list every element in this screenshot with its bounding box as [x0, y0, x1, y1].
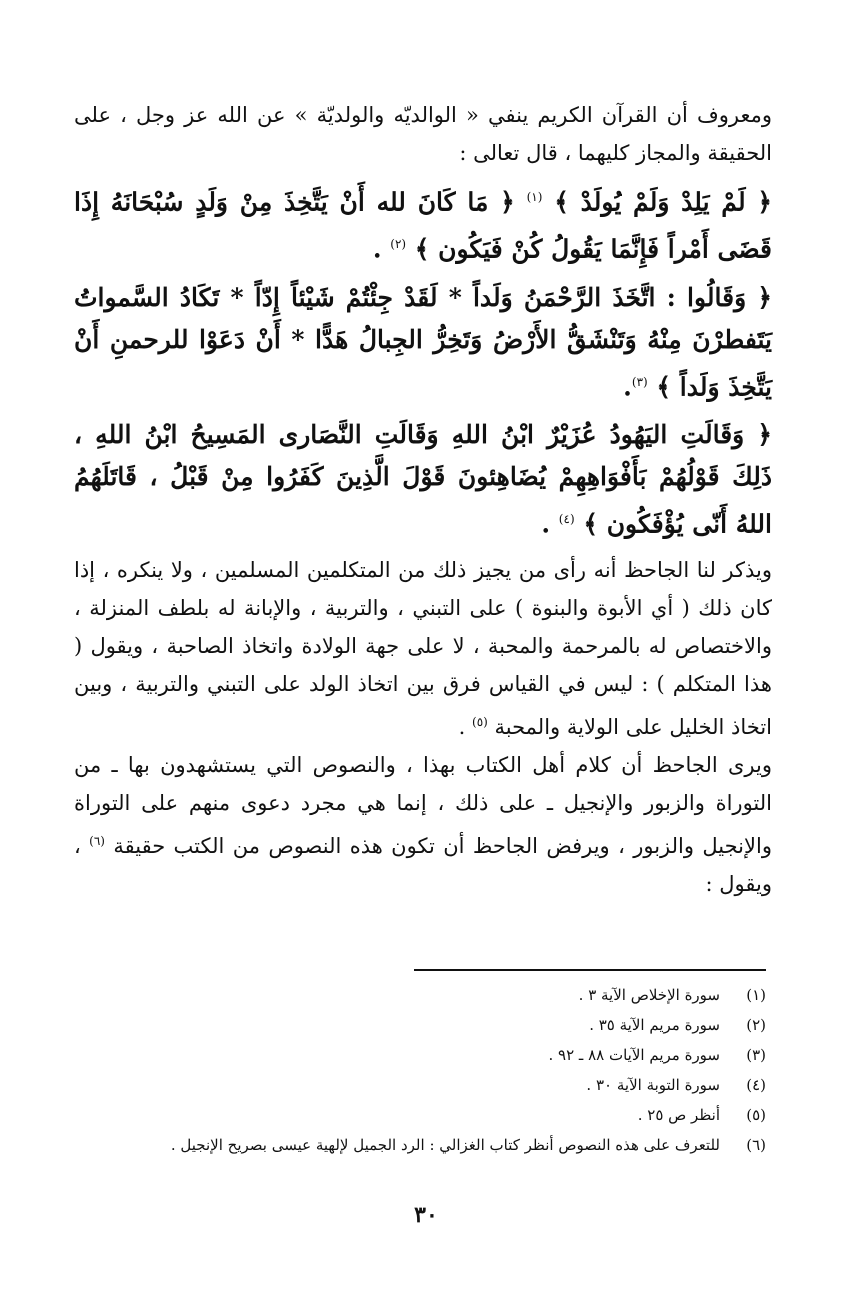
quran-verse-maryam: ﴿ مَا كَانَ لله أَنْ يَتَّخِذَ مِنْ وَلَدٍ سُبْحَانَهُ إِذَا قَضَى أَمْراً فَإِنَّمَا يَقُولُ كُنْ فَيَكُون ﴾: [74, 187, 772, 264]
footnote-text: أنظر ص ٢٥ .: [637, 1106, 720, 1124]
footnote-number: (٤): [746, 1076, 766, 1094]
footnote-ref-1[interactable]: (١): [526, 190, 543, 204]
paragraph-intro: [74, 96, 772, 172]
footnote-ref-2[interactable]: (٢): [390, 237, 407, 252]
footnote-item: [100, 980, 766, 1010]
page-body: [74, 96, 772, 903]
quran-quote-3: ﴿ وَقَالَتِ اليَهُودُ عُزَيْرٌ ابْنُ اللهِ وَقَالَتِ النَّصَارى المَسِيحُ ابْنُ اللهِ ، ذَلِكَ قَوْلُهُمْ بَأَفْوَاهِهِمْ يُضَاهِئونَ قَوْلَ الَّذِينَ كَفَرُوا مِنْ قَبْلُ ، قَاتَلَهُمُ اللهُ أَنّى يُؤْفَكُون ﴾ $^{(٤)}$ .: [74, 419, 773, 539]
footnote-text: سورة التوبة الآية ٣٠ .: [586, 1076, 720, 1094]
footnote-item: [100, 1130, 766, 1160]
footnote-number: (٣): [746, 1046, 766, 1064]
footnote-ref-3[interactable]: (٣): [631, 374, 648, 389]
footnote-text: سورة الإخلاص الآية ٣ .: [578, 986, 720, 1004]
paragraph-jahiz-2-text: ويرى الجاحظ أن كلام أهل الكتاب بهذا ، والنصوص التي يستشهدون بها ـ من التوراة والزبور والإنجيل ـ على ذلك ، إنما هي مجرد دعوى منهم على التوراة والإنجيل والزبور ، ويرفض الجاحظ أن تكون هذه النصوص من الكتب حقيقة: [74, 753, 772, 859]
footnotes: [100, 980, 766, 1160]
footnote-ref-5[interactable]: (٥): [472, 715, 488, 730]
quran-quote-1: ﴿ لَمْ يَلِدْ وَلَمْ يُولَدْ ﴾ $^{(١)}$ ﴿ مَا كَانَ لله أَنْ يَتَّخِذَ مِنْ وَلَدٍ سُبْحَانَهُ إِذَا قَضَى أَمْراً فَإِنَّمَا يَقُولُ كُنْ فَيَكُون ﴾ $^{(٢)}$ .: [74, 187, 772, 264]
footnote-number: (٥): [746, 1106, 766, 1124]
footnote-item: [100, 1010, 766, 1040]
footnote-number: (١): [746, 986, 766, 1004]
page-number: ٣٠: [414, 1202, 438, 1228]
footnote-number: (٦): [746, 1136, 766, 1154]
footnote-item: [100, 1100, 766, 1130]
quran-verse-maryam-88: ﴿ وَقَالُوا : اتَّخَذَ الرَّحْمَنُ وَلَداً * لَقَدْ جِئْتُمْ شَيْئاً إِدّاً * تَكَادُ السَّمواتُ يَتَفطرْنَ مِنْهُ وَتَنْشَقُّ الأَرْضُ وَتَخِرُّ الجِبالُ هَدًّا * أَنْ دَعَوْا للرحمنِ أَنْ يَتَّخِذَ وَلَداً ﴾: [74, 282, 772, 401]
footnote-divider: [414, 969, 766, 971]
footnote-ref-4[interactable]: (٤): [558, 511, 575, 526]
quran-verse-ikhlas: ﴿ لَمْ يَلِدْ وَلَمْ يُولَدْ ﴾: [554, 187, 772, 217]
footnote-item: [100, 1040, 766, 1070]
footnote-text: سورة مريم الآيات ٨٨ ـ ٩٢ .: [548, 1046, 720, 1064]
paragraph-jahiz-2-tail: ، ويقول :: [74, 834, 772, 897]
paragraph-jahiz-1-text: ويذكر لنا الجاحظ أنه رأى من يجيز ذلك من المتكلمين المسلمين ، ولا ينكره ، إذا كان ذلك ( أي الأبوة والبنوة ) على التبني ، والتربية ، والإبانة له بلطف المنزلة ، والاختصاص له بالمرحمة والمحبة ، لا على جهة الولادة واتخاذ الصاحبة ، ويقول ( هذا المتكلم ) : ليس في القياس فرق بين اتخاذ الولد على التبني والتربية ، وبين اتخاذ الخليل على الولاية والمحبة: [74, 558, 772, 740]
footnote-ref-6[interactable]: (٦): [89, 834, 105, 849]
quran-quote-2: ﴿ وَقَالُوا : اتَّخَذَ الرَّحْمَنُ وَلَداً * لَقَدْ جِئْتُمْ شَيْئاً إِدّاً * تَكَادُ السَّمواتُ يَتَفطرْنَ مِنْهُ وَتَنْشَقُّ الأَرْضُ وَتَخِرُّ الجِبالُ هَدًّا * أَنْ دَعَوْا للرحمنِ أَنْ يَتَّخِذَ وَلَداً ﴾ $^{(٣)}$.: [74, 282, 772, 401]
quran-verse-tawba: ﴿ وَقَالَتِ اليَهُودُ عُزَيْرٌ ابْنُ اللهِ وَقَالَتِ النَّصَارى المَسِيحُ ابْنُ اللهِ ، ذَلِكَ قَوْلُهُمْ بَأَفْوَاهِهِمْ يُضَاهِئونَ قَوْلَ الَّذِينَ كَفَرُوا مِنْ قَبْلُ ، قَاتَلَهُمُ اللهُ أَنّى يُؤْفَكُون ﴾: [74, 419, 773, 539]
paragraph-jahiz-1: ويذكر لنا الجاحظ أنه رأى من يجيز ذلك من المتكلمين المسلمين ، ولا ينكره ، إذا كان ذلك ( أي الأبوة والبنوة ) على التبني ، والتربية ، والإبانة له بلطف المنزلة ، والاختصاص له بالمرحمة والمحبة ، لا على جهة الولادة واتخاذ الصاحبة ، ويقول ( هذا المتكلم ) : ليس في القياس فرق بين اتخاذ الولد على التبني والتربية ، وبين اتخاذ الخليل على الولاية والمحبة $^{(٥)}$ .: [74, 558, 772, 740]
footnote-number: (٢): [746, 1016, 766, 1034]
footnote-text: سورة مريم الآية ٣٥ .: [589, 1016, 720, 1034]
footnote-text: للتعرف على هذه النصوص أنظر كتاب الغزالي : الرد الجميل لإلهية عيسى بصريح الإنجيل .: [170, 1136, 720, 1154]
paragraph-intro-text: ومعروف أن القرآن الكريم ينفي « الوالديّه والولديّة » عن الله عز وجل ، على الحقيقة والمجاز كليهما ، قال تعالى :: [74, 103, 772, 165]
footnote-item: [100, 1070, 766, 1100]
paragraph-jahiz-2: [74, 746, 772, 903]
